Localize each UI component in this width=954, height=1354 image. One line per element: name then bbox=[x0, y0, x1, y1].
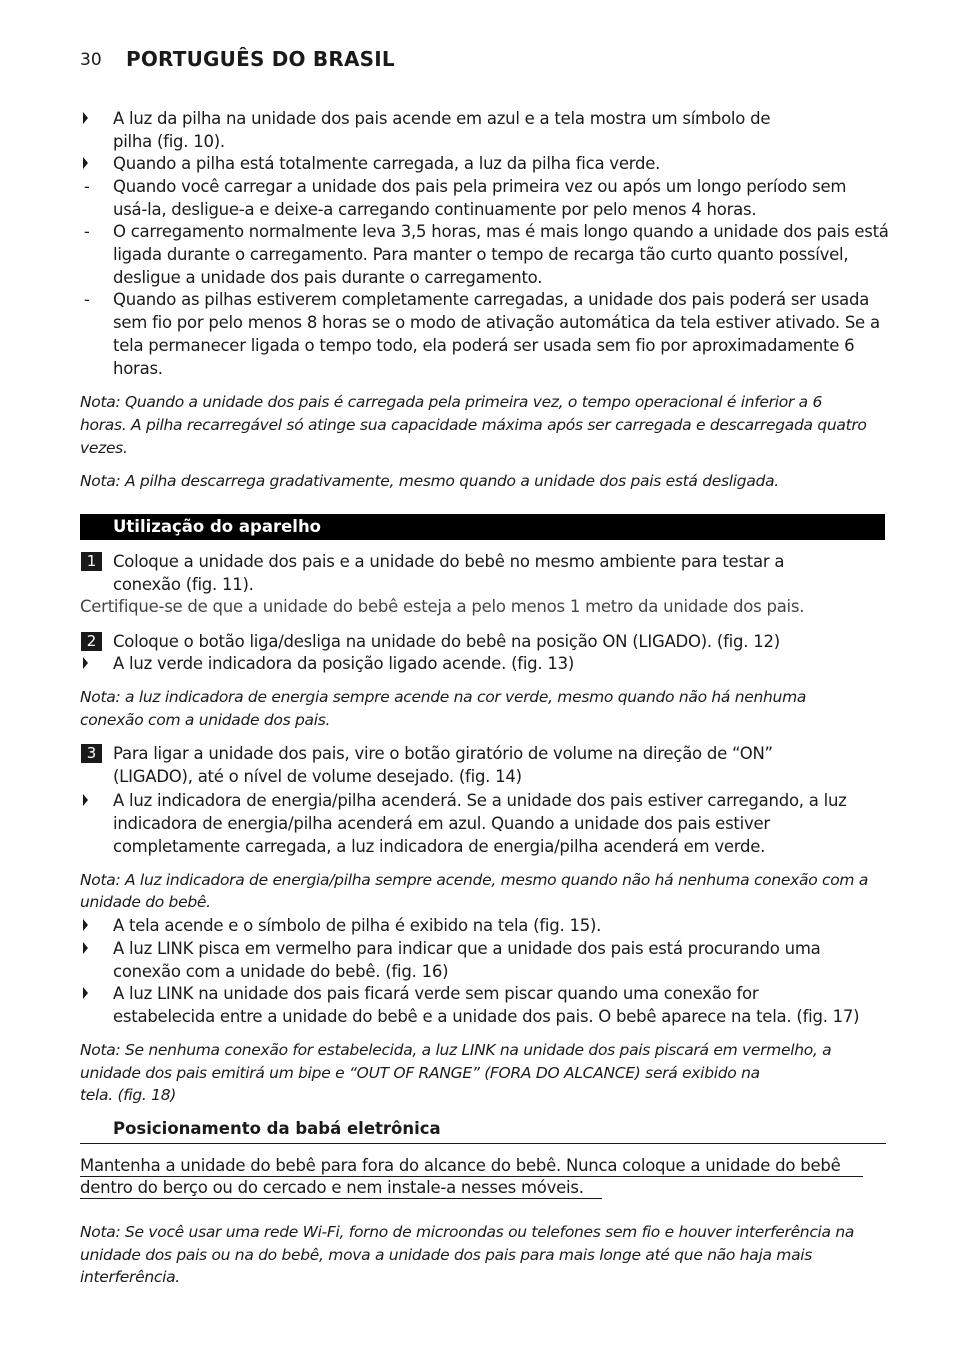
step-number-2: 2 bbox=[81, 632, 102, 651]
step-3-bullet-1-line-3: completamente carregada, a luz indicadora de energia/pilha acenderá em verde. bbox=[113, 837, 766, 856]
dash-icon: - bbox=[84, 177, 90, 196]
step-2-note-line-2: conexão com a unidade dos pais. bbox=[80, 711, 331, 729]
positioning-note-line-1: Nota: Se você usar uma rede Wi-Fi, forno de microondas ou telefones sem fio e houver interferência na bbox=[80, 1223, 855, 1241]
intro-dash-3-line-4: horas. bbox=[113, 359, 163, 378]
note-2-line-1: Nota: A pilha descarrega gradativamente, mesmo quando a unidade dos pais está desligada. bbox=[80, 472, 779, 490]
step-1-line-1: Coloque a unidade dos pais e a unidade do bebê no mesmo ambiente para testar a bbox=[113, 552, 785, 571]
step-2-line: Coloque o botão liga/desliga na unidade do bebê na posição ON (LIGADO). (fig. 12) bbox=[113, 632, 780, 651]
intro-dash-1-line-1: Quando você carregar a unidade dos pais pela primeira vez ou após um longo período sem bbox=[113, 177, 847, 196]
step-3-note-2-line-3: tela. (fig. 18) bbox=[80, 1086, 177, 1104]
step-1-line-2: conexão (fig. 11). bbox=[113, 575, 254, 594]
intro-bullet-1-line-1: A luz da pilha na unidade dos pais acende em azul e a tela mostra um símbolo de bbox=[113, 109, 771, 128]
positioning-note-line-2: unidade dos pais ou na do bebê, mova a unidade dos pais para mais longe até que não haja mais bbox=[80, 1246, 813, 1264]
step-1-followup: Certifique-se de que a unidade do bebê esteja a pelo menos 1 metro da unidade dos pais. bbox=[80, 597, 805, 616]
step-3-bullet-1-line-1: A luz indicadora de energia/pilha acenderá. Se a unidade dos pais estiver carregando, a luz bbox=[113, 791, 847, 810]
step-3-bullet-3-line-1: A luz LINK pisca em vermelho para indicar que a unidade dos pais está procurando uma bbox=[113, 939, 821, 958]
note-1-line-3: vezes. bbox=[80, 439, 128, 457]
step-3-bullet-4-line-2: estabelecida entre a unidade do bebê e a unidade dos pais. O bebê aparece na tela. (fig. 17) bbox=[113, 1007, 860, 1026]
bullet-icon bbox=[83, 157, 88, 169]
step-number-1: 1 bbox=[81, 552, 102, 571]
step-3-line-2: (LIGADO), até o nível de volume desejado. (fig. 14) bbox=[113, 767, 522, 786]
dash-icon: - bbox=[84, 290, 90, 309]
step-2-note-line-1: Nota: a luz indicadora de energia sempre acende na cor verde, mesmo quando não há nenhuma bbox=[80, 688, 807, 706]
intro-dash-2-line-3: desligue a unidade dos pais durante o carregamento. bbox=[113, 268, 543, 287]
step-3-bullet-3-line-2: conexão com a unidade do bebê. (fig. 16) bbox=[113, 962, 449, 981]
intro-dash-2-line-2: ligada durante o carregamento. Para manter o tempo de recarga tão curto quanto possível, bbox=[113, 245, 849, 264]
positioning-subheading: Posicionamento da babá eletrônica bbox=[113, 1119, 441, 1138]
positioning-note-line-3: interferência. bbox=[80, 1268, 180, 1286]
subheading-rule bbox=[80, 1143, 886, 1144]
intro-dash-3-line-3: tela permanecer ligada o tempo todo, ela poderá ser usada sem fio por aproximadamente 6 bbox=[113, 336, 855, 355]
bullet-icon bbox=[83, 919, 88, 931]
step-3-bullet-2-line-1: A tela acende e o símbolo de pilha é exibido na tela (fig. 15). bbox=[113, 916, 602, 935]
dash-icon: - bbox=[84, 222, 90, 241]
note-1-line-1: Nota: Quando a unidade dos pais é carregada pela primeira vez, o tempo operacional é inferior a 6 bbox=[80, 393, 823, 411]
intro-dash-3-line-2: sem fio por pelo menos 8 horas se o modo de ativação automática da tela estiver ativado. Se a bbox=[113, 313, 880, 332]
intro-dash-3-line-1: Quando as pilhas estiverem completamente carregadas, a unidade dos pais poderá ser usada bbox=[113, 290, 870, 309]
note-1-line-2: horas. A pilha recarregável só atinge sua capacidade máxima após ser carregada e descarregada quatro bbox=[80, 416, 867, 434]
warning-line-1: Mantenha a unidade do bebê para fora do alcance do bebê. Nunca coloque a unidade do bebê bbox=[80, 1156, 841, 1175]
warning-underline-2 bbox=[80, 1198, 602, 1199]
step-3-note-line-1: Nota: A luz indicadora de energia/pilha sempre acende, mesmo quando não há nenhuma conexão com a bbox=[80, 871, 869, 889]
language-header: PORTUGUÊS DO BRASIL bbox=[126, 47, 395, 71]
step-3-bullet-4-line-1: A luz LINK na unidade dos pais ficará verde sem piscar quando uma conexão for bbox=[113, 984, 759, 1003]
intro-bullet-2-line-1: Quando a pilha está totalmente carregada, a luz da pilha fica verde. bbox=[113, 154, 661, 173]
step-2-bullet: A luz verde indicadora da posição ligado acende. (fig. 13) bbox=[113, 654, 575, 673]
step-3-bullet-1-line-2: indicadora de energia/pilha acenderá em azul. Quando a unidade dos pais estiver bbox=[113, 814, 770, 833]
intro-bullet-1-line-2: pilha (fig. 10). bbox=[113, 132, 225, 151]
step-3-note-line-2: unidade do bebê. bbox=[80, 893, 211, 911]
step-3-note-2-line-2: unidade dos pais emitirá um bipe e “OUT OF RANGE” (FORA DO ALCANCE) será exibido na bbox=[80, 1064, 760, 1082]
bullet-icon bbox=[83, 112, 88, 124]
bullet-icon bbox=[83, 794, 88, 806]
page-number: 30 bbox=[80, 50, 102, 70]
bullet-icon bbox=[83, 942, 88, 954]
section-title: Utilização do aparelho bbox=[113, 517, 322, 536]
warning-line-2: dentro do berço ou do cercado e nem instale-a nesses móveis. bbox=[80, 1178, 584, 1197]
bullet-icon bbox=[83, 987, 88, 999]
intro-dash-1-line-2: usá-la, desligue-a e deixe-a carregando continuamente por pelo menos 4 horas. bbox=[113, 200, 757, 219]
step-3-note-2-line-1: Nota: Se nenhuma conexão for estabelecida, a luz LINK na unidade dos pais piscará em vermelho, a bbox=[80, 1041, 832, 1059]
step-number-3: 3 bbox=[81, 744, 102, 763]
intro-dash-2-line-1: O carregamento normalmente leva 3,5 horas, mas é mais longo quando a unidade dos pais está bbox=[113, 222, 889, 241]
bullet-icon bbox=[83, 657, 88, 669]
step-3-line-1: Para ligar a unidade dos pais, vire o botão giratório de volume na direção de “ON” bbox=[113, 744, 773, 763]
